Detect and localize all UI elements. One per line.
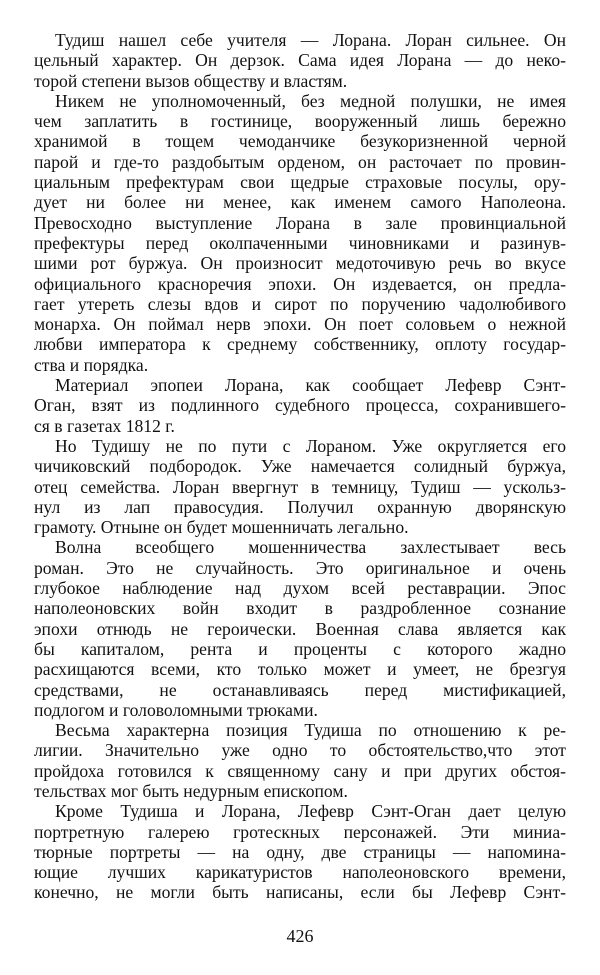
text-line: пройдоха готовился к священному сану и при других обстоя- (34, 760, 566, 781)
text-line: хранимой в тощем чемоданчике безукоризненной черной (34, 131, 566, 152)
paragraph (34, 537, 566, 720)
paragraph (34, 801, 566, 902)
text-line: Весьма характерна позиция Тудиша по отношению к ре- (55, 720, 566, 741)
paragraph (34, 720, 566, 801)
text-line: монарха. Он поймал нерв эпохи. Он поет соловьем о нежной (34, 314, 566, 335)
text-line: Никем не уполномоченный, без медной полушки, не имея (55, 90, 566, 111)
text-line: портретную галерею гротескных персонажей. Эти миниа- (34, 821, 566, 842)
text-line: Волна всеобщего мошенничества захлестывает весь (55, 537, 566, 558)
text-line: бы капиталом, рента и проценты с которого жадно (34, 638, 566, 659)
text-line: ства и порядка. (34, 354, 149, 375)
body-text (34, 30, 566, 903)
text-line: префектуры перед околпаченными чиновниками и разинув- (34, 232, 566, 253)
text-line: лигии. Значительно уже одно то обстоятельство,что этот (34, 740, 566, 761)
text-line: чичиковский подбородок. Уже намечается солидный буржуа, (34, 456, 566, 477)
text-line: глубокое наблюдение над духом всей реставрации. Эпос (34, 578, 566, 599)
page-number: 426 (286, 926, 314, 946)
text-line: Но Тудишу не по пути с Лораном. Уже округляется его (55, 435, 566, 456)
paragraph (34, 30, 566, 91)
text-line: расхищаются всеми, кто только может и умеет, не брезгуя (34, 659, 566, 680)
text-line: грамоту. Отныне он будет мошенничать легально. (34, 517, 409, 538)
text-line: Тудиш нашел себе учителя — Лорана. Лоран сильнее. Он (55, 30, 566, 50)
paragraph (34, 436, 566, 537)
text-line: цельный характер. Он дерзок. Сама идея Лорана — до неко- (34, 50, 566, 71)
text-line: торой степени вызов обществу и властям. (34, 70, 348, 91)
text-line: дует ни более ни менее, как именем самого Наполеона. (34, 192, 566, 213)
paragraph (34, 375, 566, 436)
text-line: подлогом и головоломными трюками. (34, 699, 318, 720)
paragraph (34, 91, 566, 375)
text-line: официального красноречия эпохи. Он издевается, он предла- (34, 273, 566, 294)
text-line: Кроме Тудиша и Лорана, Лефевр Сэнт-Оган дает целую (55, 801, 566, 822)
text-line: чем заплатить в гостинице, вооруженный лишь бережно (34, 111, 566, 132)
text-line: наполеоновских войн входит в раздробленное сознание (34, 598, 566, 619)
text-line: средствами, не останавливаясь перед мистификацией, (34, 679, 566, 700)
text-line: нул из лап правосудия. Получил охранную дворянскую (34, 496, 566, 517)
text-line: любви императора к среднему собственнику, оплоту государ- (34, 334, 566, 355)
text-line: гает утереть слезы вдов и сирот по поручению чадолюбивого (34, 293, 566, 314)
text-line: парой и где-то раздобытым орденом, он расточает по провин- (34, 151, 566, 172)
text-line: тюрные портреты — на одну, две страницы — напомина- (34, 841, 566, 862)
text-line: роман. Это не случайность. Это оригинальное и очень (34, 557, 566, 578)
text-line: Материал эпопеи Лорана, как сообщает Лефевр Сэнт- (55, 375, 566, 396)
text-line: Оган, взят из подлинного судебного процесса, сохранившего- (34, 395, 566, 416)
text-line: ющие лучших карикатуристов наполеоновского времени, (34, 862, 566, 883)
text-line: ся в газетах 1812 г. (34, 415, 175, 436)
text-line: шими рот буржуа. Он произносит медоточивую речь во вкусе (34, 253, 566, 274)
text-line: отец семейства. Лоран ввергнут в темницу, Тудиш — ускольз- (34, 476, 566, 497)
text-line: эпохи отнюдь не героически. Военная слава является как (34, 618, 566, 639)
text-line: циальным префектурам свои щедрые страховые посулы, ору- (34, 172, 566, 193)
text-line: Превосходно выступление Лорана в зале провинциальной (34, 212, 566, 233)
text-line: тельствах мог быть недурным епископом. (34, 780, 348, 801)
text-line: конечно, не могли быть написаны, если бы Лефевр Сэнт- (34, 882, 566, 903)
